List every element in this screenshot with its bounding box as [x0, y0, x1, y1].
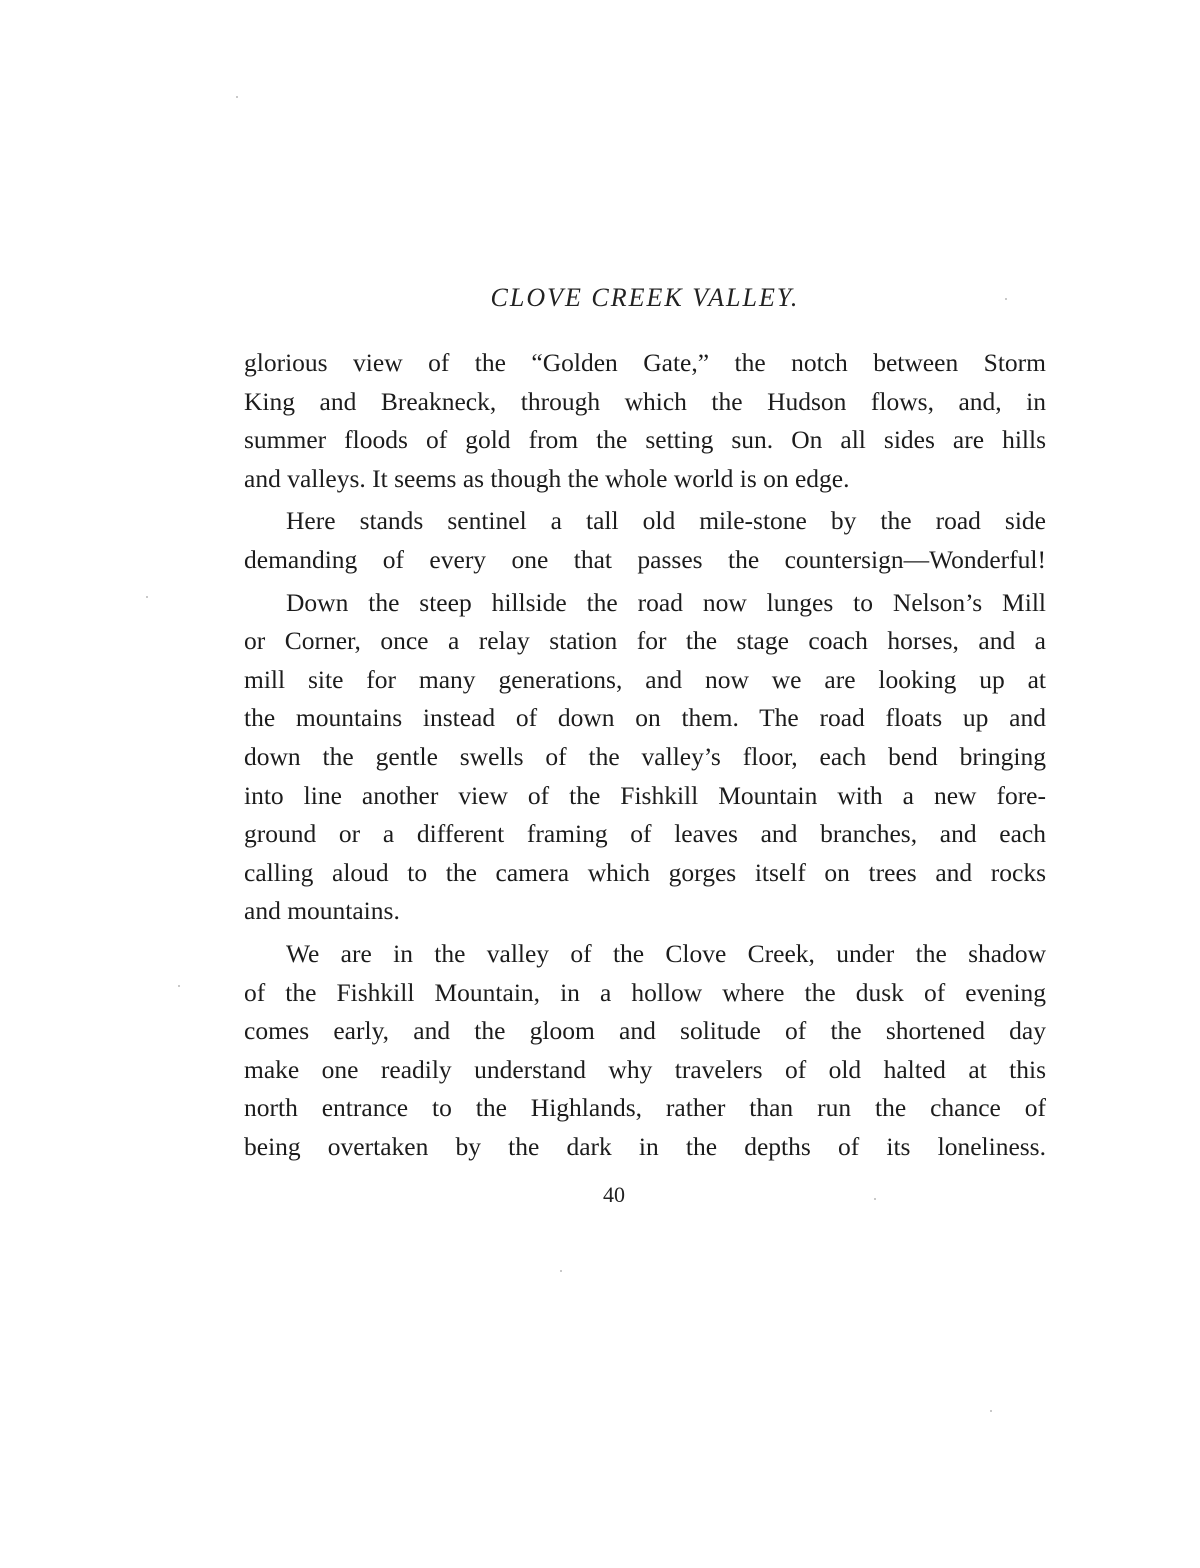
- text-line: Here stands sentinel a tall old mile-stone by the road side: [286, 506, 1046, 536]
- running-head: CLOVE CREEK VALLEY.: [490, 283, 800, 312]
- paper-speck: [874, 1198, 876, 1200]
- text-line: of the Fishkill Mountain, in a hollow where the dusk of evening: [244, 977, 1046, 1007]
- text-line: We are in the valley of the Clove Creek, under the shadow: [286, 938, 1046, 968]
- text-line: calling aloud to the camera which gorges itself on trees and rocks: [244, 857, 1046, 887]
- text-line: summer floods of gold from the setting sun. On all sides are hills: [244, 425, 1046, 455]
- text-line: the mountains instead of down on them. The road floats up and: [244, 703, 1046, 733]
- body-text: [244, 344, 1046, 1166]
- paper-speck: [560, 1270, 562, 1272]
- text-line: King and Breakneck, through which the Hudson flows, and, in: [244, 386, 1046, 416]
- paragraph-1: [244, 344, 1046, 498]
- text-line: comes early, and the gloom and solitude of the shortened day: [244, 1016, 1046, 1046]
- paper-speck: [236, 96, 238, 98]
- text-line: and mountains.: [244, 896, 400, 926]
- text-line: make one readily understand why travelers of old halted at this: [244, 1054, 1046, 1084]
- paragraph-2: [244, 502, 1046, 579]
- text-line: north entrance to the Highlands, rather than run the chance of: [244, 1093, 1046, 1123]
- text-line: being overtaken by the dark in the depths of its loneliness.: [244, 1131, 1046, 1161]
- text-line: Down the steep hillside the road now lunges to Nelson’s Mill: [286, 587, 1046, 617]
- paper-speck: [990, 1410, 992, 1412]
- paper-speck: [178, 985, 180, 987]
- paper-speck: [1005, 298, 1007, 300]
- paragraph-3: [244, 584, 1046, 931]
- text-line: glorious view of the “Golden Gate,” the notch between Storm: [244, 348, 1046, 377]
- page-number: 40: [603, 1182, 625, 1207]
- text-line: down the gentle swells of the valley’s floor, each bend bringing: [244, 741, 1046, 771]
- text-line: mill site for many generations, and now we are looking up at: [244, 664, 1046, 694]
- text-line: or Corner, once a relay station for the stage coach horses, and a: [244, 626, 1046, 656]
- text-line: into line another view of the Fishkill Mountain with a new fore-: [244, 780, 1046, 810]
- text-line: ground or a different framing of leaves and branches, and each: [244, 819, 1046, 849]
- paragraph-4: [244, 935, 1046, 1167]
- text-line: and valleys. It seems as though the whole world is on edge.: [244, 463, 850, 493]
- paper-speck: [146, 596, 148, 598]
- text-line: demanding of every one that passes the countersign—Wonderful!: [244, 544, 1046, 574]
